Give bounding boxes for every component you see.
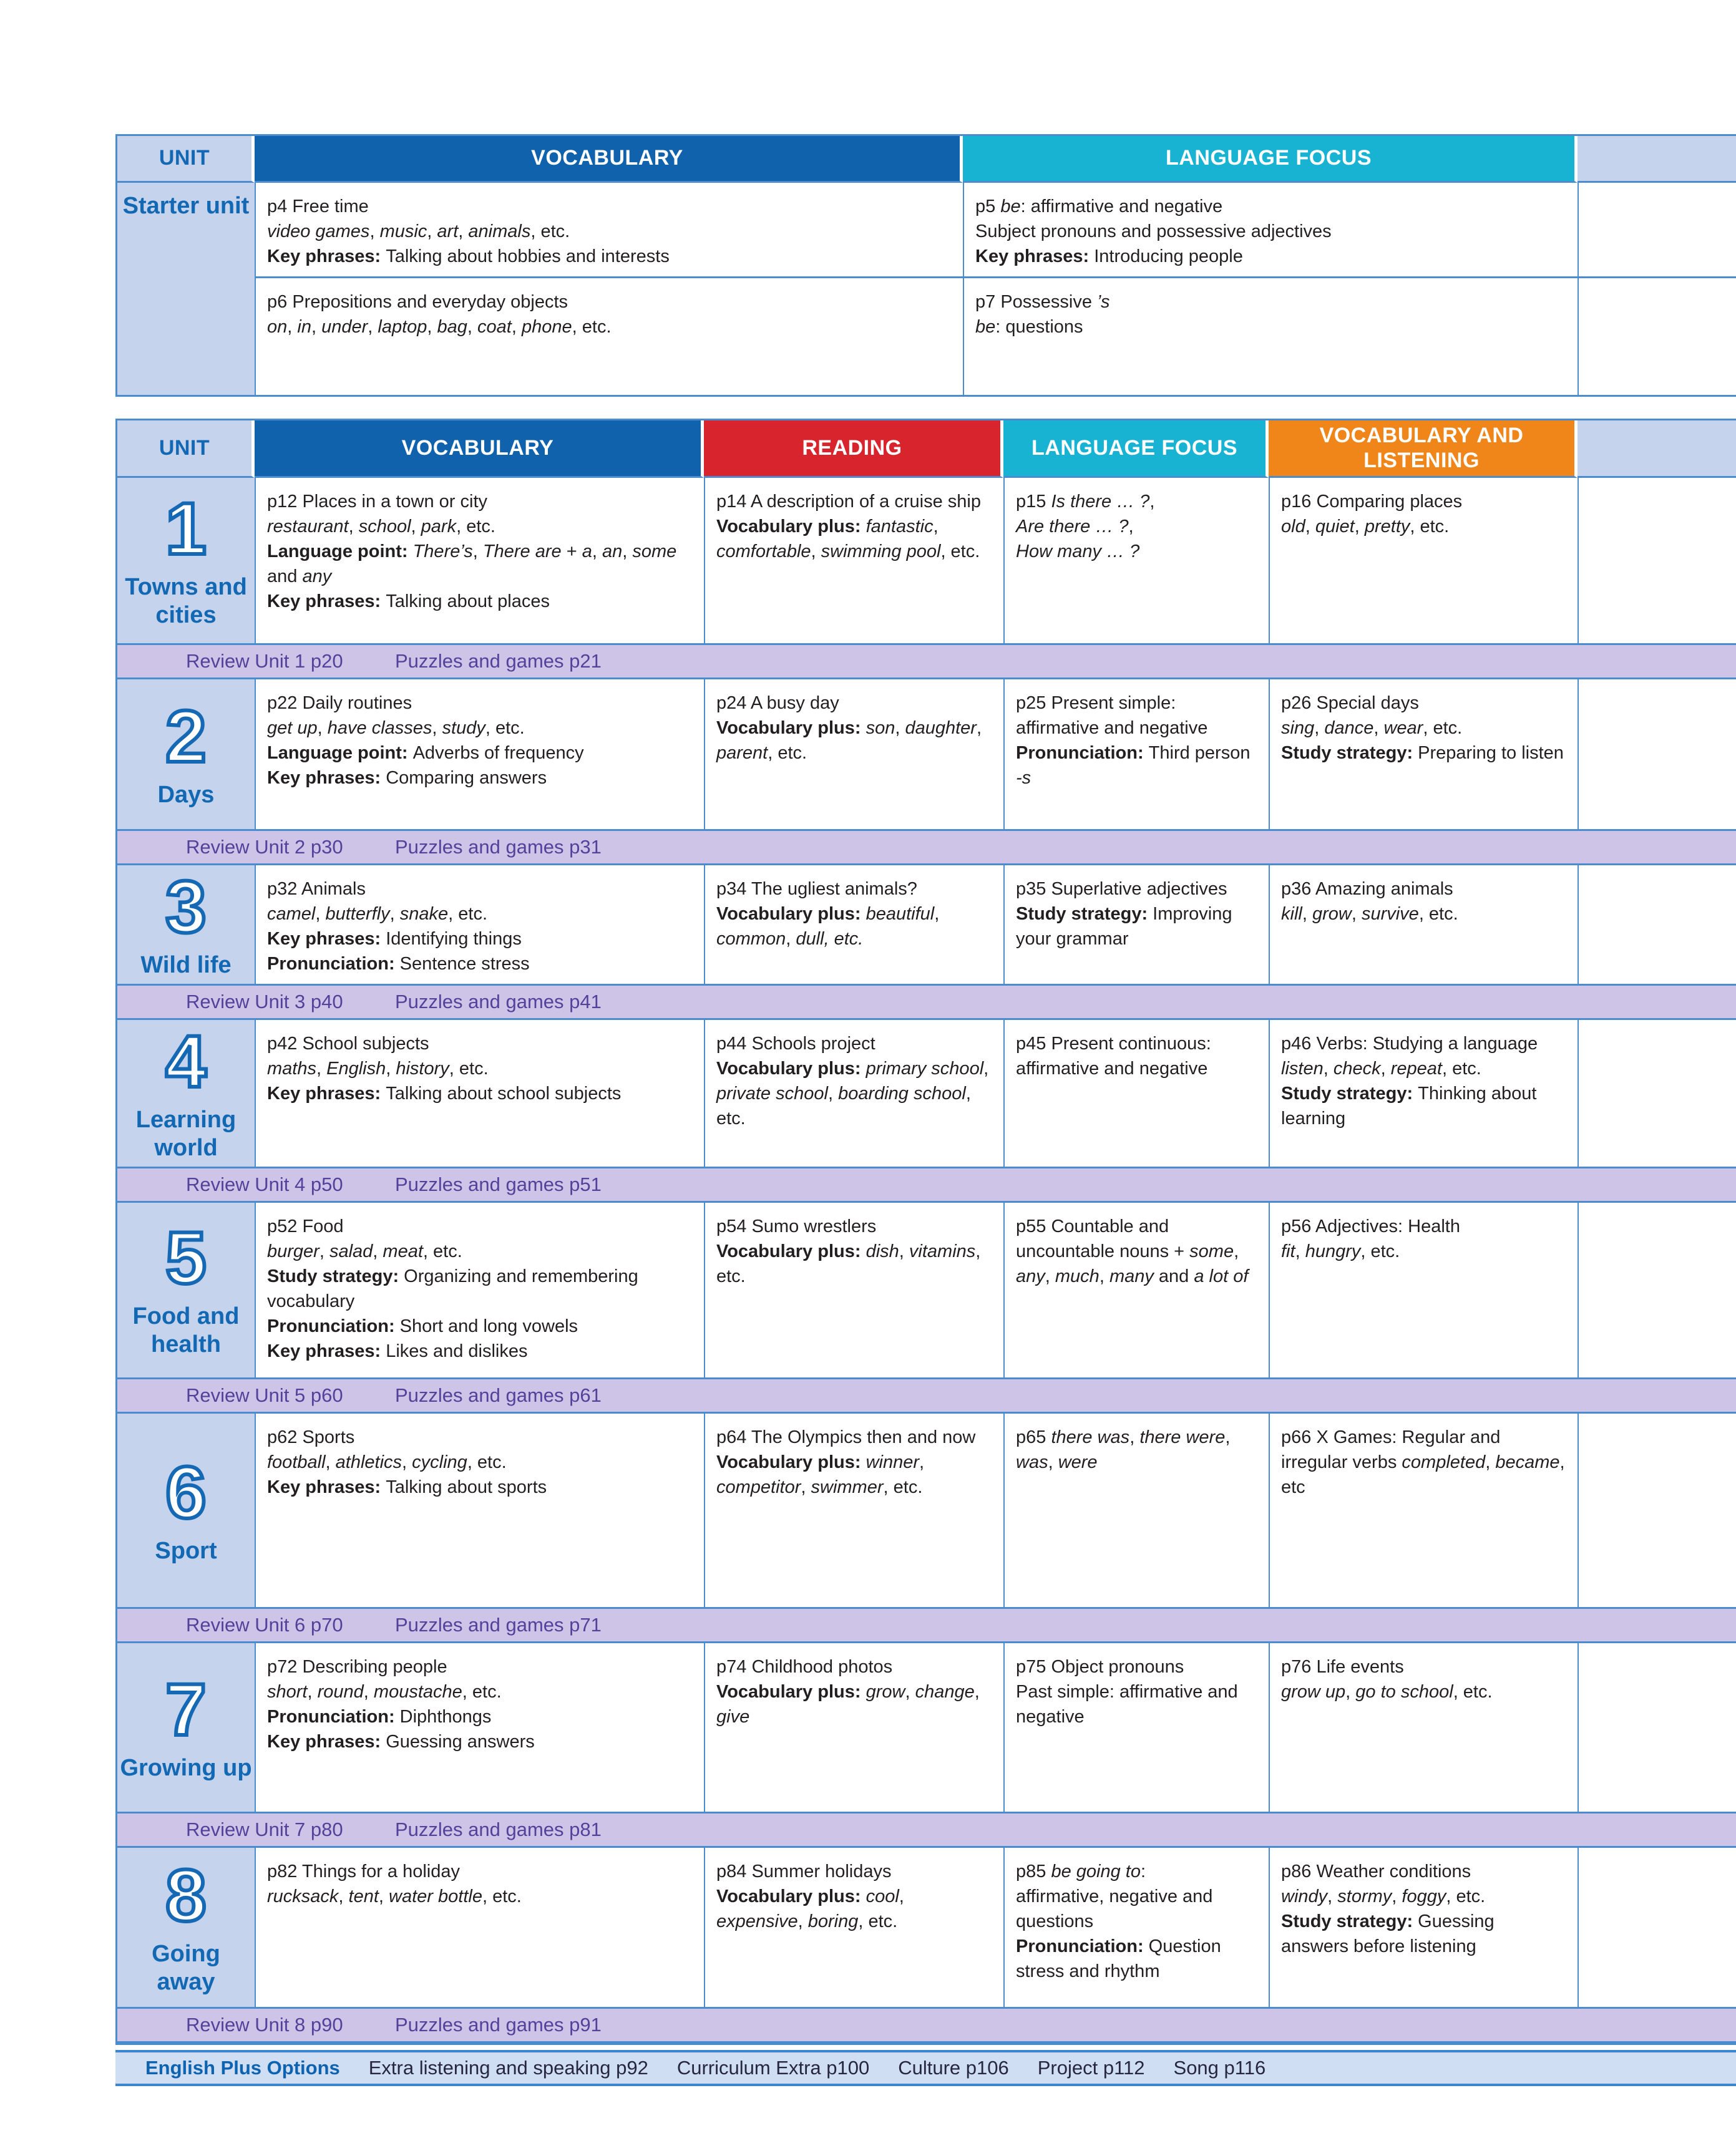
review-unit-2-row bbox=[117, 829, 1736, 865]
review-unit-4-row bbox=[117, 1167, 1736, 1203]
unit-7-name: Growing up bbox=[120, 1754, 252, 1781]
starter-header-unit: UNIT bbox=[117, 136, 255, 183]
unit-2-extra-cell bbox=[1578, 679, 1736, 829]
unit-1-vocabulary-cell: p12 Places in a town or city restaurant, school, park, etc. Language point: There’s, There are + a, an, some and any Key phrases: Talking about places bbox=[255, 478, 704, 643]
unit-6-name: Sport bbox=[155, 1537, 217, 1564]
main-table bbox=[115, 419, 1736, 2045]
header-vocabulary-listening: VOCABULARY AND LISTENING bbox=[1269, 420, 1578, 478]
options-item-song: Song p116 bbox=[1173, 2057, 1266, 2079]
unit-2-language-focus-cell: p25 Present simple: affirmative and negative Pronunciation: Third person -s bbox=[1003, 679, 1269, 829]
unit-2-vocabulary-cell: p22 Daily routines get up, have classes, study, etc. Language point: Adverbs of frequency Key phrases: Comparing answers bbox=[255, 679, 704, 829]
unit-1-language-focus-cell: p15 Is there … ?, Are there … ?, How many … ? bbox=[1003, 478, 1269, 643]
starter-row2-vocabulary-cell: p6 Prepositions and everyday objects on, in, under, laptop, bag, coat, phone, etc. bbox=[255, 276, 963, 395]
unit-4-reading-cell: p44 Schools project Vocabulary plus: primary school, private school, boarding school, etc. bbox=[704, 1020, 1003, 1167]
review-unit-5-puzzles: Puzzles and games p61 bbox=[395, 1384, 602, 1406]
unit-4-name: Learning world bbox=[135, 1106, 237, 1161]
unit-1-extra-cell bbox=[1578, 478, 1736, 643]
starter-unit-label: Starter unit bbox=[122, 193, 250, 219]
starter-unit-cell bbox=[117, 183, 255, 395]
unit-3-cell bbox=[117, 865, 255, 984]
header-reading: READING bbox=[704, 420, 1003, 478]
review-unit-7-puzzles: Puzzles and games p81 bbox=[395, 1819, 602, 1840]
starter-row1-extra-cell bbox=[1578, 183, 1736, 276]
unit-8-cell bbox=[117, 1848, 255, 2007]
unit-4-language-focus-cell: p45 Present continuous: affirmative and negative bbox=[1003, 1020, 1269, 1167]
unit-4-number: 4 bbox=[165, 1020, 207, 1103]
unit-4-vocabulary-listening-cell: p46 Verbs: Studying a language listen, check, repeat, etc. Study strategy: Thinking about learning bbox=[1269, 1020, 1578, 1167]
unit-4-vocabulary-cell: p42 School subjects maths, English, history, etc. Key phrases: Talking about school subjects bbox=[255, 1020, 704, 1167]
options-title: English Plus Options bbox=[145, 2057, 340, 2079]
starter-row1-language-focus-cell: p5 be: affirmative and negative Subject pronouns and possessive adjectives Key phrases: Introducing people bbox=[963, 183, 1578, 276]
review-unit-7-label: Review Unit 7 p80 bbox=[186, 1819, 343, 1840]
unit-3-reading-cell: p34 The ugliest animals? Vocabulary plus: beautiful, common, dull, etc. bbox=[704, 865, 1003, 984]
options-item-culture: Culture p106 bbox=[898, 2057, 1009, 2079]
unit-7-reading-cell: p74 Childhood photos Vocabulary plus: grow, change, give bbox=[704, 1643, 1003, 1812]
review-unit-1-row bbox=[117, 643, 1736, 679]
unit-2-vocabulary-listening-cell: p26 Special days sing, dance, wear, etc. Study strategy: Preparing to listen bbox=[1269, 679, 1578, 829]
unit-8-reading-cell: p84 Summer holidays Vocabulary plus: cool, expensive, boring, etc. bbox=[704, 1848, 1003, 2007]
unit-5-reading-cell: p54 Sumo wrestlers Vocabulary plus: dish, vitamins, etc. bbox=[704, 1203, 1003, 1377]
unit-1-cell bbox=[117, 478, 255, 643]
unit-7-vocabulary-cell: p72 Describing people short, round, moustache, etc. Pronunciation: Diphthongs Key phrases: Guessing answers bbox=[255, 1643, 704, 1812]
review-unit-5-row bbox=[117, 1377, 1736, 1414]
english-plus-options-bar bbox=[115, 2050, 1736, 2086]
unit-8-name: Going away bbox=[152, 1940, 220, 1995]
review-unit-8-puzzles: Puzzles and games p91 bbox=[395, 2014, 602, 2036]
unit-5-number: 5 bbox=[165, 1217, 207, 1300]
unit-2-cell bbox=[117, 679, 255, 829]
review-unit-6-puzzles: Puzzles and games p71 bbox=[395, 1614, 602, 1636]
unit-1-name: Towns and cities bbox=[125, 573, 247, 628]
unit-8-extra-cell bbox=[1578, 1848, 1736, 2007]
header-language-focus: LANGUAGE FOCUS bbox=[1003, 420, 1269, 478]
unit-6-vocabulary-cell: p62 Sports football, athletics, cycling, etc. Key phrases: Talking about sports bbox=[255, 1414, 704, 1607]
review-unit-6-row bbox=[117, 1607, 1736, 1643]
unit-7-cell bbox=[117, 1643, 255, 1812]
review-unit-4-label: Review Unit 4 p50 bbox=[186, 1173, 343, 1195]
review-unit-8-label: Review Unit 8 p90 bbox=[186, 2014, 343, 2036]
starter-table bbox=[115, 134, 1736, 397]
unit-6-number: 6 bbox=[165, 1451, 207, 1534]
options-item-extra-listening: Extra listening and speaking p92 bbox=[368, 2057, 648, 2079]
unit-6-cell bbox=[117, 1414, 255, 1607]
unit-2-name: Days bbox=[157, 781, 215, 808]
unit-8-language-focus-cell: p85 be going to: affirmative, negative and questions Pronunciation: Question stress and rhythm bbox=[1003, 1848, 1269, 2007]
unit-5-vocabulary-cell: p52 Food burger, salad, meat, etc. Study strategy: Organizing and remembering vocabulary Pronunciation: Short and long vowels Key phrases: Likes and dislikes bbox=[255, 1203, 704, 1377]
starter-header-empty bbox=[1578, 136, 1736, 183]
review-unit-2-puzzles: Puzzles and games p31 bbox=[395, 836, 602, 858]
unit-7-number: 7 bbox=[165, 1668, 207, 1751]
unit-3-number: 3 bbox=[165, 865, 207, 948]
unit-1-reading-cell: p14 A description of a cruise ship Vocabulary plus: fantastic, comfortable, swimming pool, etc. bbox=[704, 478, 1003, 643]
unit-3-vocabulary-cell: p32 Animals camel, butterfly, snake, etc. Key phrases: Identifying things Pronunciation: Sentence stress bbox=[255, 865, 704, 984]
review-unit-5-label: Review Unit 5 p60 bbox=[186, 1384, 343, 1406]
review-unit-3-row bbox=[117, 984, 1736, 1020]
unit-2-number: 2 bbox=[165, 695, 207, 778]
unit-5-extra-cell bbox=[1578, 1203, 1736, 1377]
options-item-project: Project p112 bbox=[1037, 2057, 1145, 2079]
review-unit-4-puzzles: Puzzles and games p51 bbox=[395, 1173, 602, 1195]
unit-5-language-focus-cell: p55 Countable and uncountable nouns + some, any, much, many and a lot of bbox=[1003, 1203, 1269, 1377]
unit-1-vocabulary-listening-cell: p16 Comparing places old, quiet, pretty, etc. bbox=[1269, 478, 1578, 643]
review-unit-1-label: Review Unit 1 p20 bbox=[186, 650, 343, 672]
unit-6-vocabulary-listening-cell: p66 X Games: Regular and irregular verbs completed, became, etc bbox=[1269, 1414, 1578, 1607]
review-unit-6-label: Review Unit 6 p70 bbox=[186, 1614, 343, 1636]
unit-5-cell bbox=[117, 1203, 255, 1377]
header-unit: UNIT bbox=[117, 420, 255, 478]
unit-2-reading-cell: p24 A busy day Vocabulary plus: son, daughter, parent, etc. bbox=[704, 679, 1003, 829]
review-unit-7-row bbox=[117, 1812, 1736, 1848]
unit-7-language-focus-cell: p75 Object pronouns Past simple: affirmative and negative bbox=[1003, 1643, 1269, 1812]
unit-7-extra-cell bbox=[1578, 1643, 1736, 1812]
header-empty bbox=[1578, 420, 1736, 478]
unit-1-number: 1 bbox=[165, 487, 207, 570]
unit-5-vocabulary-listening-cell: p56 Adjectives: Health fit, hungry, etc. bbox=[1269, 1203, 1578, 1377]
header-vocabulary: VOCABULARY bbox=[255, 420, 704, 478]
unit-3-name: Wild life bbox=[140, 951, 232, 978]
review-unit-1-puzzles: Puzzles and games p21 bbox=[395, 650, 602, 672]
review-unit-2-label: Review Unit 2 p30 bbox=[186, 836, 343, 858]
review-unit-8-row bbox=[117, 2007, 1736, 2043]
unit-6-reading-cell: p64 The Olympics then and now Vocabulary plus: winner, competitor, swimmer, etc. bbox=[704, 1414, 1003, 1607]
unit-6-language-focus-cell: p65 there was, there were, was, were bbox=[1003, 1414, 1269, 1607]
unit-4-cell bbox=[117, 1020, 255, 1167]
unit-3-language-focus-cell: p35 Superlative adjectives Study strategy: Improving your grammar bbox=[1003, 865, 1269, 984]
unit-3-extra-cell bbox=[1578, 865, 1736, 984]
starter-header-vocabulary: VOCABULARY bbox=[255, 136, 963, 183]
starter-row1-vocabulary-cell: p4 Free time video games, music, art, animals, etc. Key phrases: Talking about hobbies and interests bbox=[255, 183, 963, 276]
review-unit-3-puzzles: Puzzles and games p41 bbox=[395, 991, 602, 1012]
starter-header-language-focus: LANGUAGE FOCUS bbox=[963, 136, 1578, 183]
contents-layout bbox=[115, 134, 1736, 2086]
review-unit-3-label: Review Unit 3 p40 bbox=[186, 991, 343, 1012]
starter-row2-language-focus-cell: p7 Possessive ’s be: questions bbox=[963, 276, 1578, 395]
unit-8-vocabulary-cell: p82 Things for a holiday rucksack, tent, water bottle, etc. bbox=[255, 1848, 704, 2007]
unit-6-extra-cell bbox=[1578, 1414, 1736, 1607]
unit-3-vocabulary-listening-cell: p36 Amazing animals kill, grow, survive, etc. bbox=[1269, 865, 1578, 984]
unit-7-vocabulary-listening-cell: p76 Life events grow up, go to school, etc. bbox=[1269, 1643, 1578, 1812]
unit-8-number: 8 bbox=[165, 1854, 207, 1937]
unit-5-name: Food and health bbox=[132, 1303, 240, 1357]
starter-row2-extra-cell bbox=[1578, 276, 1736, 395]
options-item-curriculum-extra: Curriculum Extra p100 bbox=[676, 2057, 870, 2079]
unit-8-vocabulary-listening-cell: p86 Weather conditions windy, stormy, foggy, etc. Study strategy: Guessing answers before listening bbox=[1269, 1848, 1578, 2007]
unit-4-extra-cell bbox=[1578, 1020, 1736, 1167]
